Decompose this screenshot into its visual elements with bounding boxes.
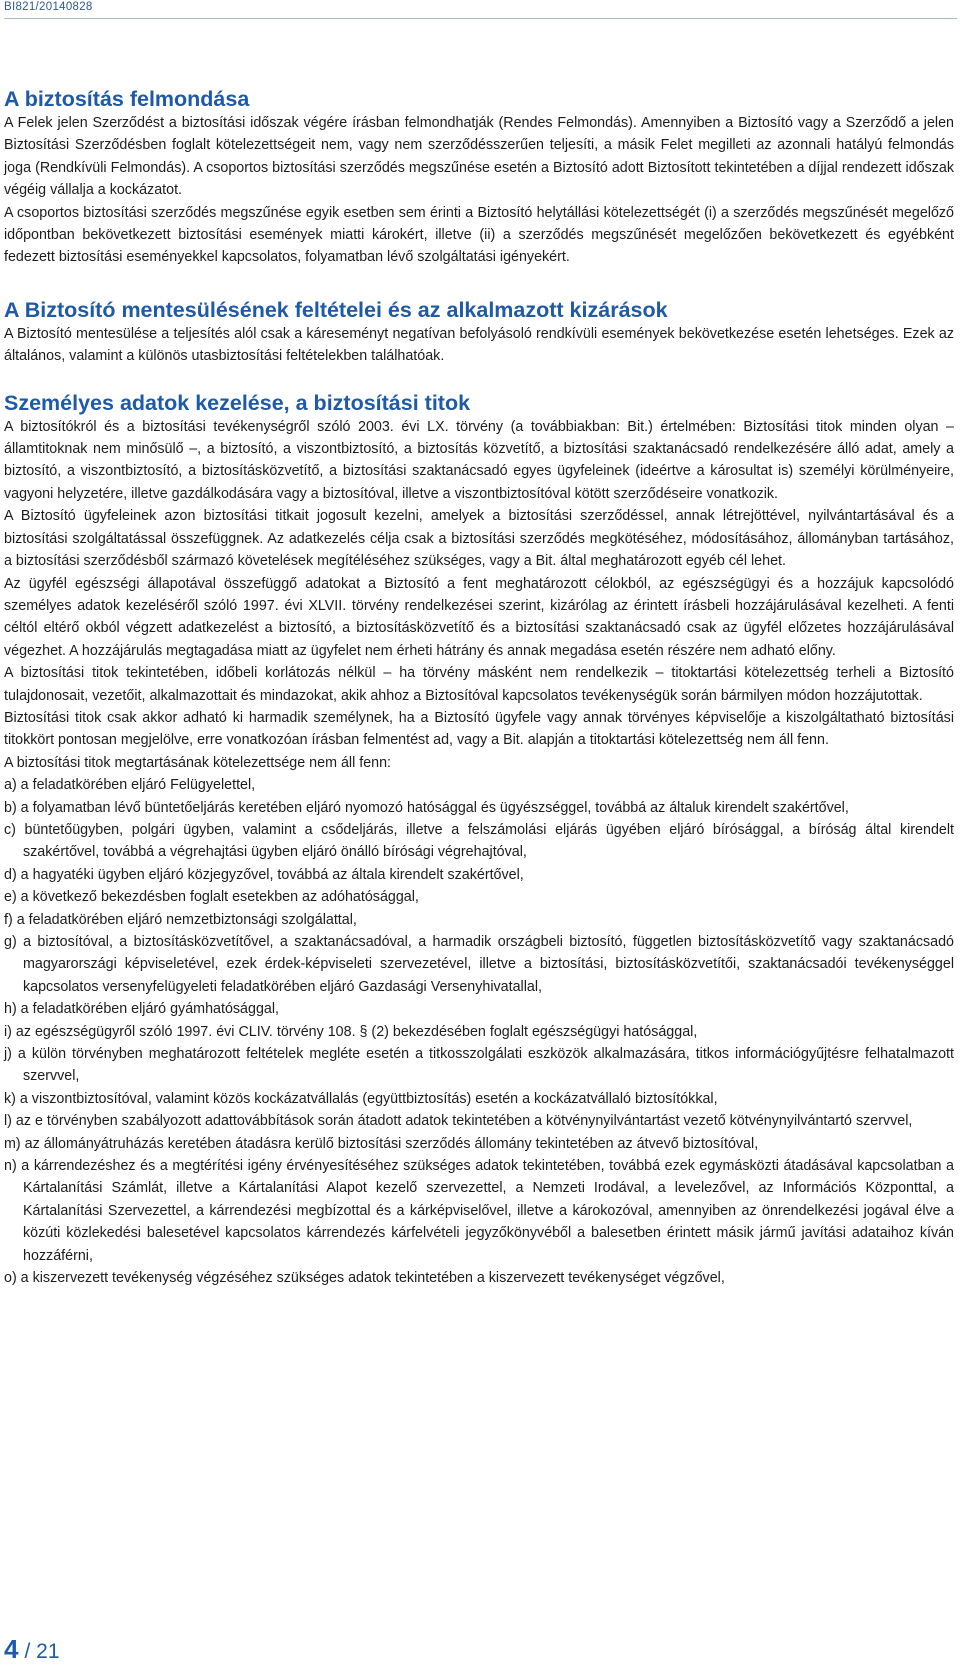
list-item: j) a külön törvényben meghatározott feltételek megléte esetén a titkosszolgálati eszközök alkalmazására, titkos információgyűjtésre felhatalmazott szervvel, <box>4 1046 954 1085</box>
list-item: k) a viszontbiztosítóval, valamint közös kockázatvállalás (együttbiztosítás) esetén a kockázatvállaló biztosítókkal, <box>4 1090 718 1107</box>
current-page-number: 4 <box>4 1634 19 1664</box>
list-item: m) az állományátruházás keretében átadásra kerülő biztosítási szerződés állomány tekintetében az átvevő biztosítóval, <box>4 1135 759 1152</box>
list-item: g) a biztosítóval, a biztosításközvetítővel, a szaktanácsadóval, a harmadik országbeli biztosító, független biztosításközvetítő vagy szaktanácsadó magyarországi képviseletével, ezek érdek-képviseleti szervezetével, illetve a biztosítási, biztosításközvetítői, szaktanácsadói tevékenységgel kapcsolatos versenyfelügyeleti feladatkörében eljáró Gazdasági Versenyhivatallal, <box>4 934 954 995</box>
header-divider <box>4 18 957 19</box>
list-item: a) a feladatkörében eljáró Felügyelettel, <box>4 777 256 794</box>
paragraph: A biztosítási titok tekintetében, időbeli korlátozás nélkül – ha törvény másként nem rendelkezik – titoktartási kötelezettség terheli a Biztosító tulajdonosait, vezetőit, alkalmazottait és mindazokat, akik ahhoz a Biztosítóval kapcsolatos tevékenységük során bármilyen módon hozzájutottak. <box>4 665 954 704</box>
list-item: h) a feladatkörében eljáró gyámhatósággal, <box>4 1001 279 1018</box>
paragraph: A Biztosító ügyfeleinek azon biztosítási titkait jogosult kezelni, amelyek a biztosítási szerződéssel, annak létrejöttével, nyilvántartásával és a biztosítási szolgáltatással összefüggnek. Az adatkezelés célja csak a biztosítási szerződés megkötéséhez, módosításához, állományban tartásához, a biztosítási szerződésből származó követelések megítéléséhez szükséges, vagy a Bit. által meghatározott egyéb cél lehet. <box>4 508 954 570</box>
list-item: b) a folyamatban lévő büntetőeljárás keretében eljáró nyomozó hatósággal és ügyészséggel, továbbá az általuk kirendelt szakértővel, <box>4 799 849 816</box>
exceptions-list <box>4 774 954 1289</box>
section-title-termination: A biztosítás felmondása <box>4 87 250 111</box>
page-separator: / <box>24 1640 31 1663</box>
section-title-personal-data: Személyes adatok kezelése, a biztosítási titok <box>4 390 471 415</box>
list-item: e) a következő bekezdésben foglalt esetekben az adóhatósággal, <box>4 889 419 906</box>
paragraph: A Biztosító mentesülése a teljesítés alól csak a káreseményt negatívan befolyásoló rendkívüli események bekövetkezése esetén lehetséges. Ezek az általános, valamint a különös utasbiztosítási feltételekben találhatóak. <box>4 325 954 365</box>
list-item: o) a kiszervezett tevékenység végzéséhez szükséges adatok tekintetében a kiszervezett tevékenységet végzővel, <box>4 1270 725 1287</box>
paragraph: A biztosítókról és a biztosítási tevékenységről szóló 2003. évi LX. törvény (a továbbiakban: Bit.) értelmében: Biztosítási titok minden olyan – államtitoknak nem minősülő –, a biztosító, a viszontbiztosító, a biztosítás közvetítő, a biztosítási szaktanácsadó rendelkezésére álló adat, amely a biztosító, a viszontbiztosító, a biztosításközvetítő, a biztosítási szaktanácsadó egyes ügyfeleinek (ideértve a károsultat is) személyi körülményeire, vagyoni helyzetére, illetve gazdálkodására vagy a biztosítóval, illetve a viszontbiztosítóval kötött szerződéseire vonatkozik. <box>4 418 954 502</box>
paragraph: A csoportos biztosítási szerződés megszűnése egyik esetben sem érinti a Biztosító helytállási kötelezettségét (i) a szerződés megszűnését megelőző időpontban bekövetkezett biztosítási események miatti károkért, illetve (ii) a szerződés megszűnését megelőzően bekövetkezett és egyébként fedezett biztosítási eseményekkel kapcsolatos, folyamatban lévő szolgáltatási igényekért. <box>4 204 954 266</box>
page-number <box>4 1634 60 1665</box>
paragraph: Az ügyfél egészségi állapotával összefüggő adatokat a Biztosító a fent meghatározott célokból, az egészségügyi és a hozzájuk kapcsolódó személyes adatok kezeléséről szóló 1997. évi XLVII. törvény rendelkezései szerint, kizárólag az érintett írásbeli hozzájárulásával kezelheti. A fenti céltól eltérő okból végzett adatkezelést a biztosító, a biztosításközvetítő és a biztosítási szaktanácsadó csak az ügyfél előzetes hozzájárulásával végezhet. A hozzájárulás megtagadása miatt az ügyfelet nem érheti hátrány és annak megadása esetén részére nem adható előny. <box>4 575 954 659</box>
paragraph: Biztosítási titok csak akkor adható ki harmadik személynek, ha a Biztosító ügyfele vagy annak törvényes képviselője a kiszolgáltatható biztosítási titokkört pontosan megjelölve, erre vonatkozóan írásban felmentést ad, vagy a Bit. alapján a titoktartási kötelezettség nem áll fenn. <box>4 709 954 749</box>
list-item: l) az e törvényben szabályozott adattovábbítások során átadott adatok tekintetében a kötvénynyilvántartást vezető kötvénynyilvántartó szervvel, <box>4 1113 913 1130</box>
list-item: i) az egészségügyről szóló 1997. évi CLIV. törvény 108. § (2) bekezdésében foglalt egészségügyi hatósággal, <box>4 1023 698 1040</box>
list-item: c) büntetőügyben, polgári ügyben, valamint a csődeljárás, illetve a felszámolási eljárás ügyében eljáró bírósággal, a bíróság által kirendelt szakértővel, továbbá a végrehajtási ügyben eljáró önálló bírósági végrehajtóval, <box>4 821 954 861</box>
section-title-exemption: A Biztosító mentesülésének feltételei és az alkalmazott kizárások <box>4 297 668 322</box>
document-code: BI821/20140828 <box>4 1 93 13</box>
list-item: d) a hagyatéki ügyben eljáró közjegyzővel, továbbá az általa kirendelt szakértővel, <box>4 866 524 883</box>
total-page-count: 21 <box>36 1640 60 1663</box>
list-item: f) a feladatkörében eljáró nemzetbiztonsági szolgálattal, <box>4 911 357 928</box>
paragraph: A Felek jelen Szerződést a biztosítási időszak végére írásban felmondhatják (Rendes Felmondás). Amennyiben a Biztosító vagy a Szerződő a jelen Biztosítási Szerződésben foglalt kötelezettségeit nem, vagy nem szerződésszerűen teljesíti, a másik Felet megilleti az azonnali hatályú felmondás joga (Rendkívüli Felmondás). A csoportos biztosítási szerződés megszűnése esetén a Biztosító adott Biztosított tekintetében a díjjal rendezett időszak végéig vállalja a kockázatot. <box>4 115 954 199</box>
paragraph: A biztosítási titok megtartásának kötelezettsége nem áll fenn: <box>4 754 392 771</box>
list-item: n) a kárrendezéshez és a megtérítési igény érvényesítéséhez szükséges adatok tekintetében, továbbá ezek egymásközti átadásával kapcsolatban a Kártalanítási Számlát, illetve a Kártalanítási Alapot kezelő szervezettel, a Nemzeti Irodával, a levelezővel, az Információs Központtal, a Kártalanítási Szervezettel, a kárrendezési megbízottal és a kárképviselővel, illetve a károkozóval, amennyiben az önrendelkezési jogával élve a közúti közlekedési balesetével kapcsolatos kárrendezés kárfelvételi jegyzőkönyvéből a balesetben érintett másik jármű javítási adataihoz kíván hozzáférni, <box>4 1158 954 1264</box>
content <box>4 86 954 1290</box>
